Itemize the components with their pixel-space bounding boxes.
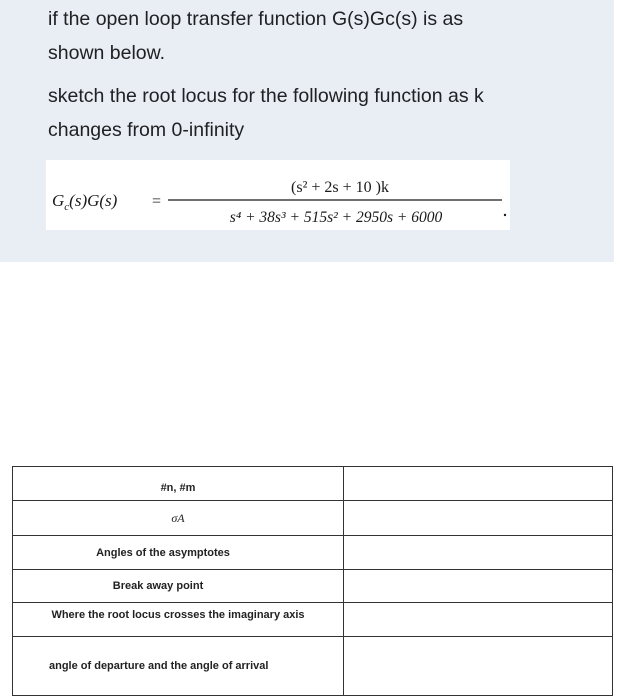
row-label-n-m: #n, #m [13,467,344,501]
row-label-sigma-a: σA [171,510,185,525]
question-line-2: shown below. [48,42,166,64]
table-row [13,501,613,535]
table-row [13,570,613,602]
question-line-3: sketch the root locus for the following function as k [48,85,484,107]
answer-cell[interactable] [344,602,613,636]
formula-numerator: (s² + 2s + 10 )k [291,179,389,196]
svg-text:Gc(s)G(s) [52,191,118,213]
question-line-4: changes from 0-infinity [48,119,245,141]
formula-lhs-rest: (s)G(s) [69,191,118,210]
row-label-asymptote-angles: Angles of the asymptotes [13,535,344,569]
table-row [13,637,613,696]
formula-lhs: G [52,191,65,210]
row-label-imag-crossing: Where the root locus crosses the imaginary axis [13,602,344,636]
row-label-departure-arrival: angle of departure and the angle of arrival [13,637,344,696]
answer-table [12,466,613,696]
formula-equals: = [152,193,162,210]
table-row [13,467,613,501]
table-row [13,535,613,569]
formula-denominator: s⁴ + 38s³ + 515s² + 2950s + 6000 [229,209,443,226]
formula-lhs-sub: c [64,201,70,213]
answer-cell[interactable] [344,637,613,696]
answer-cell[interactable] [344,535,613,569]
question-line-1: if the open loop transfer function G(s)Gc(s) is as [48,8,464,30]
answer-cell[interactable] [344,501,613,535]
answer-cell[interactable] [344,570,613,602]
row-label-breakaway: Break away point [13,570,344,602]
transfer-function-formula [46,160,510,230]
answer-cell[interactable] [344,467,613,501]
question-card [0,0,614,262]
table-row [13,602,613,636]
